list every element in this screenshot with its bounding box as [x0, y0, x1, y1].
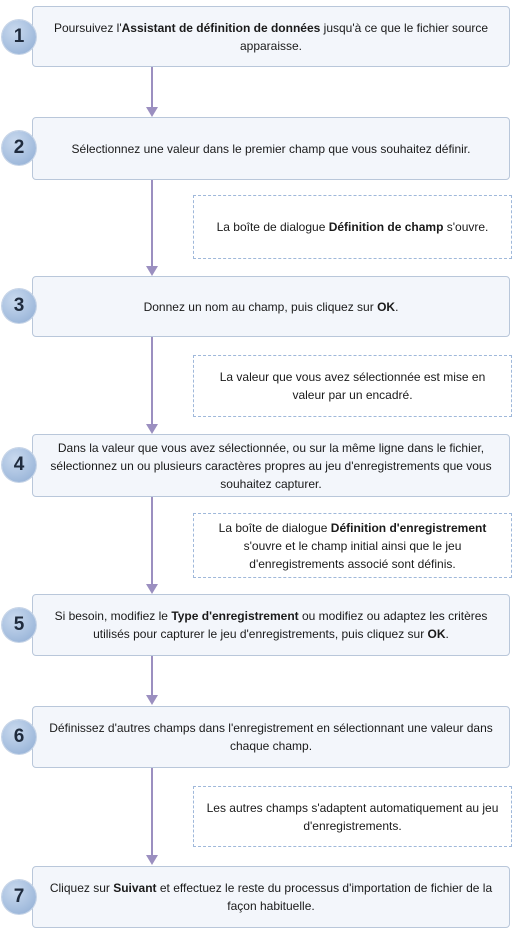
arrowhead-7 — [146, 855, 158, 865]
step-5-text-run: . — [445, 627, 449, 641]
note-1-bold-term: Définition de champ — [328, 220, 444, 234]
note-3-text-run: La boîte de dialogue — [218, 520, 331, 535]
note-3-text — [204, 519, 501, 573]
connector-1-2 — [151, 67, 153, 111]
step-number-badge-7: 7 — [2, 880, 36, 914]
step-box-7 — [32, 866, 510, 928]
note-1-text-run: s'ouvre. — [443, 220, 489, 234]
step-number-badge-4: 4 — [2, 448, 36, 482]
step-2-text-run: Sélectionnez une valeur dans le premier champ que vous souhaitez définir. — [71, 141, 471, 156]
step-box-1 — [32, 6, 510, 67]
note-box-after-step-3 — [193, 355, 512, 417]
step-5-bold-term: OK — [427, 627, 446, 641]
step-box-5 — [32, 594, 510, 656]
step-number-badge-6: 6 — [2, 720, 36, 754]
step-5-text-run: Si besoin, modifiez le — [54, 609, 172, 623]
step-1-text-run: Poursuivez l' — [53, 20, 122, 35]
note-1-text — [217, 218, 489, 236]
arrowhead-3 — [146, 266, 158, 276]
step-1-text-run: jusqu'à ce que le fichier source apparaisse. — [239, 20, 489, 53]
connector-5-6 — [151, 656, 153, 695]
connector-2-3 — [151, 180, 153, 267]
note-4-text — [204, 799, 501, 835]
step-4-text — [47, 439, 495, 493]
step-2-text — [72, 140, 471, 158]
step-7-text-run: Cliquez sur — [49, 881, 114, 895]
step-number-badge-3: 3 — [2, 289, 36, 323]
step-5-bold-term: Type d'enregistrement — [171, 609, 299, 623]
step-5-text-run: ou modifiez ou adaptez les critères utilisés pour capturer le jeu d'enregistrements, puis cliquez sur — [93, 609, 488, 641]
step-3-text — [144, 298, 399, 316]
arrowhead-4 — [146, 424, 158, 434]
step-3-bold-term: OK — [377, 299, 396, 314]
step-number-badge-2: 2 — [2, 131, 36, 165]
step-box-6 — [32, 706, 510, 768]
arrowhead-6 — [146, 695, 158, 705]
step-5-text — [47, 607, 495, 643]
step-number-badge-1: 1 — [2, 20, 36, 54]
connector-3-4 — [151, 337, 153, 425]
note-3-bold-term: Définition d'enregistrement — [330, 520, 487, 535]
note-1-text-run: La boîte de dialogue — [216, 220, 329, 234]
step-box-2 — [32, 117, 510, 180]
step-3-text-run: Donnez un nom au champ, puis cliquez sur — [143, 299, 378, 314]
step-6-text — [47, 719, 495, 755]
step-6-text-run: Définissez d'autres champs dans l'enregistrement en sélectionnant une valeur dans chaque champ. — [49, 721, 493, 753]
note-3-text-run: s'ouvre et le champ initial ainsi que le jeu d'enregistrements associé sont définis. — [243, 538, 462, 571]
note-box-after-step-2 — [193, 195, 512, 259]
note-box-after-step-6 — [193, 786, 512, 847]
step-3-text-run: . — [395, 299, 399, 314]
step-box-3 — [32, 276, 510, 337]
step-7-text — [47, 879, 495, 915]
step-number-badge-5: 5 — [2, 608, 36, 642]
note-2-text-run: La valeur que vous avez sélectionnée est mise en valeur par un encadré. — [219, 370, 486, 402]
step-4-text-run: Dans la valeur que vous avez sélectionnée, ou sur la même ligne dans le fichier, sélectionnez un ou plusieurs caractères propres au jeu d'enregistrements que vous souhaitez capturer. — [50, 440, 492, 491]
note-4-text-run: Les autres champs s'adaptent automatiquement au jeu d'enregistrements. — [206, 800, 499, 833]
connector-6-7 — [151, 768, 153, 856]
note-2-text — [204, 368, 501, 404]
step-box-4 — [32, 434, 510, 497]
arrowhead-2 — [146, 107, 158, 117]
step-1-bold-term: Assistant de définition de données — [121, 20, 321, 35]
connector-4-5 — [151, 497, 153, 585]
step-7-text-run: et effectuez le reste du processus d'importation de fichier de la façon habituelle. — [156, 881, 493, 913]
note-box-after-step-4 — [193, 513, 512, 578]
arrowhead-5 — [146, 584, 158, 594]
step-1-text — [47, 19, 495, 55]
step-7-bold-term: Suivant — [113, 881, 157, 895]
